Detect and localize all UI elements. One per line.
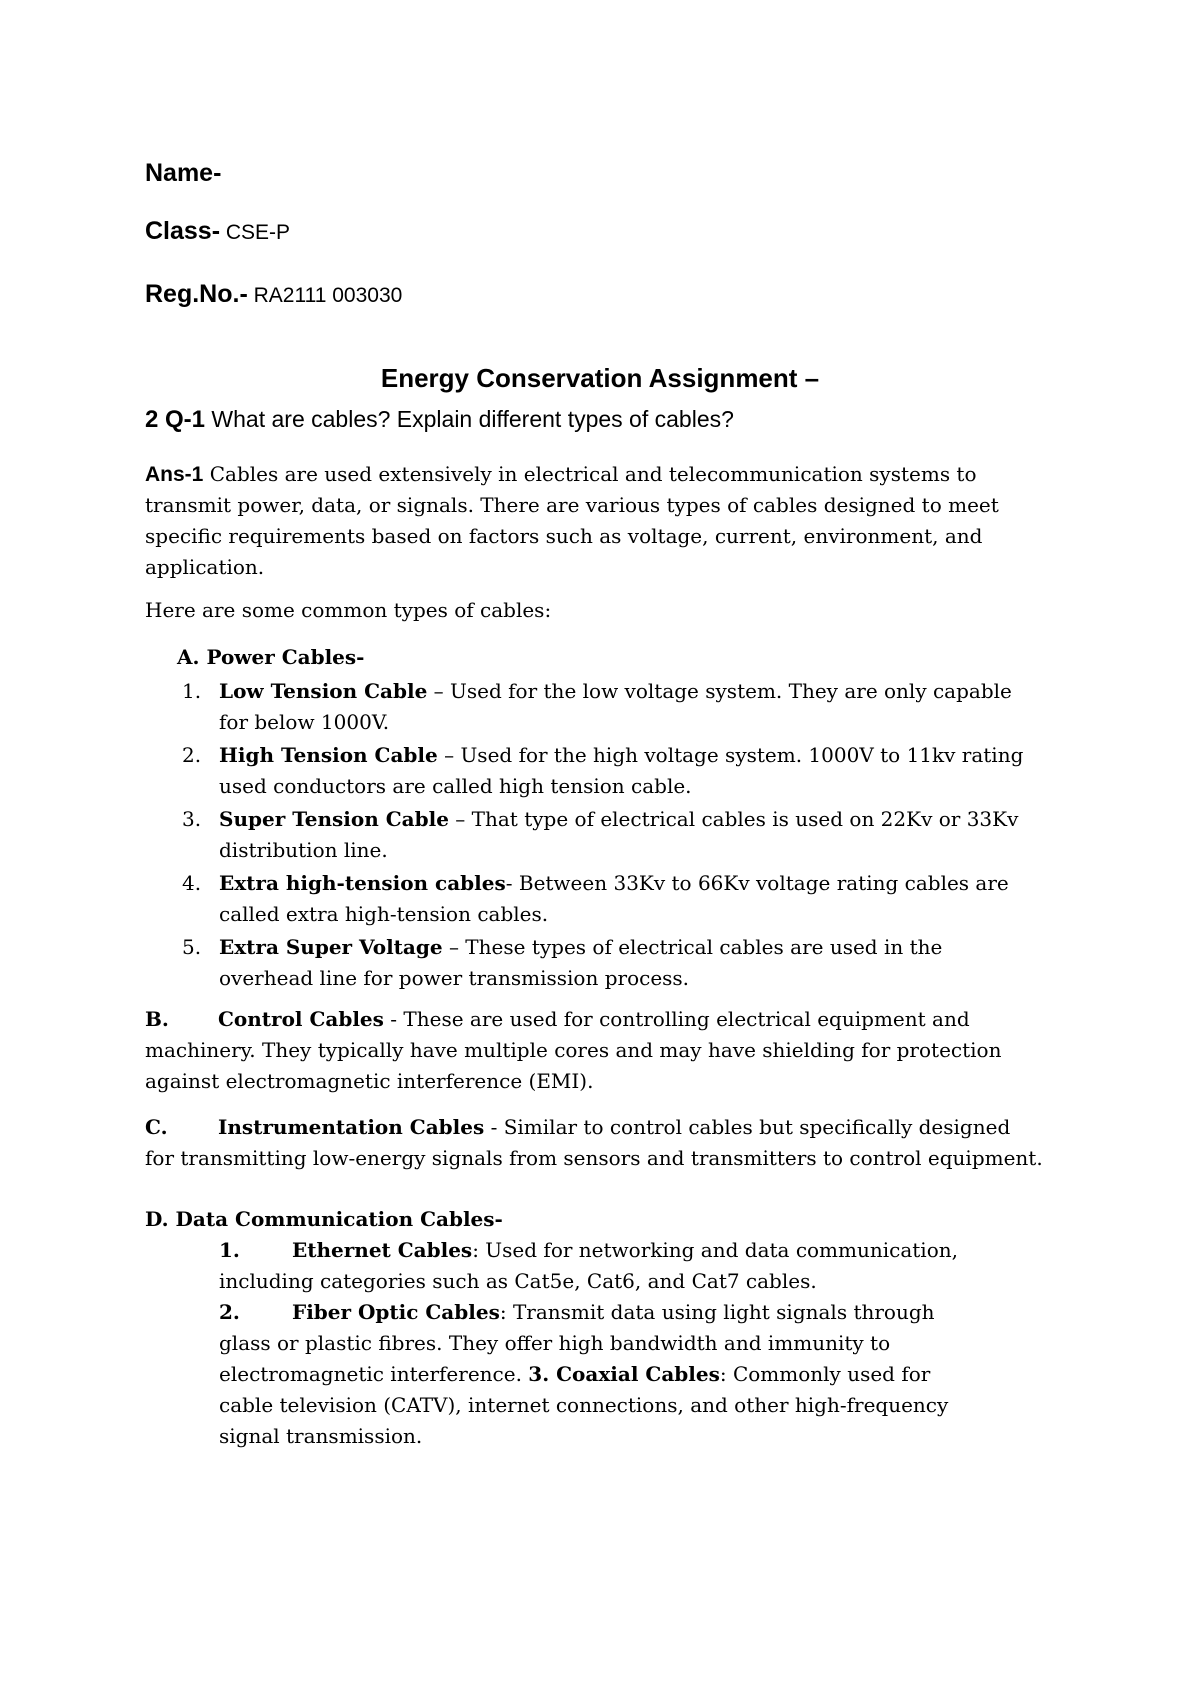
data-cables-list	[219, 1235, 979, 1452]
question-text: What are cables? Explain different types of cables?	[205, 406, 734, 432]
class-value: CSE-P	[220, 221, 291, 244]
cable-type-name: Super Tension Cable	[219, 807, 449, 831]
cable-type-desc: – Used for the high voltage system. 1000V to 11kv rating used conductors are called high tension cable.	[219, 743, 1024, 798]
list-number: 2.	[219, 1300, 240, 1324]
power-cables-heading: A. Power Cables-	[177, 645, 365, 669]
list-item	[182, 868, 1039, 930]
cable-type-name: High Tension Cable	[219, 743, 438, 767]
section-desc: - These are used for controlling electrical equipment and machinery. They typically have multiple cores and may have shielding for protection against electromagnetic interference (EMI).	[145, 1007, 1002, 1093]
list-item	[182, 676, 1039, 738]
reg-no-label: Reg.No.-	[145, 280, 248, 308]
answer-paragraph	[145, 459, 1045, 583]
cable-type-desc: – That type of electrical cables is used on 22Kv or 33Kv distribution line.	[219, 807, 1019, 862]
cable-type-name: Extra Super Voltage	[219, 935, 443, 959]
answer-text: Cables are used extensively in electrical and telecommunication systems to transmit power, data, or signals. There are various types of cables designed to meet specific requirements based on factors such as voltage, current, environment, and application.	[145, 462, 999, 579]
cable-type-name: Ethernet Cables	[292, 1238, 473, 1262]
section-desc: - Similar to control cables but specifically designed for transmitting low-energy signals from sensors and transmitters to control equipment.	[145, 1115, 1043, 1170]
document-title: Energy Conservation Assignment –	[380, 363, 820, 393]
reg-no-value: RA2111 003030	[247, 284, 403, 307]
list-number: 1.	[219, 1238, 240, 1262]
reg-no-field	[145, 279, 402, 311]
section-name: Instrumentation Cables	[218, 1115, 485, 1139]
power-cables-list	[182, 676, 1039, 996]
cable-type-desc: : Transmit data using light signals through glass or plastic fibres. They offer high bandwidth and immunity to electromagnetic interference.	[219, 1300, 935, 1386]
question	[145, 404, 734, 435]
instrumentation-cables-section	[145, 1112, 1045, 1174]
data-cables-heading: D. Data Communication Cables-	[145, 1207, 503, 1231]
list-number: 4.	[182, 871, 202, 895]
section-letter: C.	[145, 1115, 168, 1139]
cable-type-desc: : Commonly used for cable television (CATV), internet connections, and other high-frequency signal transmission.	[219, 1362, 949, 1448]
class-label: Class-	[145, 217, 221, 245]
cable-type-name: Low Tension Cable	[219, 679, 428, 703]
question-label: 2 Q-1	[145, 406, 206, 433]
list-number: 3.	[182, 807, 202, 831]
section-letter: B.	[145, 1007, 169, 1031]
list-item	[182, 932, 1039, 994]
name-label: Name-	[145, 159, 222, 187]
cable-type-desc: – Used for the low voltage system. They are only capable for below 1000V.	[219, 679, 1012, 734]
section-name: Control Cables	[218, 1007, 384, 1031]
list-number: 2.	[182, 743, 202, 767]
cable-type-name: Fiber Optic Cables	[292, 1300, 500, 1324]
name-field	[145, 158, 221, 188]
cable-type-desc: – These types of electrical cables are used in the overhead line for power transmission process.	[219, 935, 943, 990]
cable-type-name: 3. Coaxial Cables	[528, 1362, 720, 1386]
cable-type-desc: : Used for networking and data communication, including categories such as Cat5e, Cat6, and Cat7 cables.	[219, 1238, 958, 1293]
list-item	[182, 740, 1039, 802]
list-number: 5.	[182, 935, 202, 959]
control-cables-section	[145, 1004, 1045, 1097]
cable-type-name: Extra high-tension cables	[219, 871, 506, 895]
cable-type-desc: - Between 33Kv to 66Kv voltage rating cables are called extra high-tension cables.	[219, 871, 1009, 926]
class-field	[145, 216, 290, 248]
types-intro: Here are some common types of cables:	[145, 598, 552, 622]
list-item	[182, 804, 1039, 866]
answer-label: Ans-1	[145, 463, 204, 486]
list-number: 1.	[182, 679, 202, 703]
